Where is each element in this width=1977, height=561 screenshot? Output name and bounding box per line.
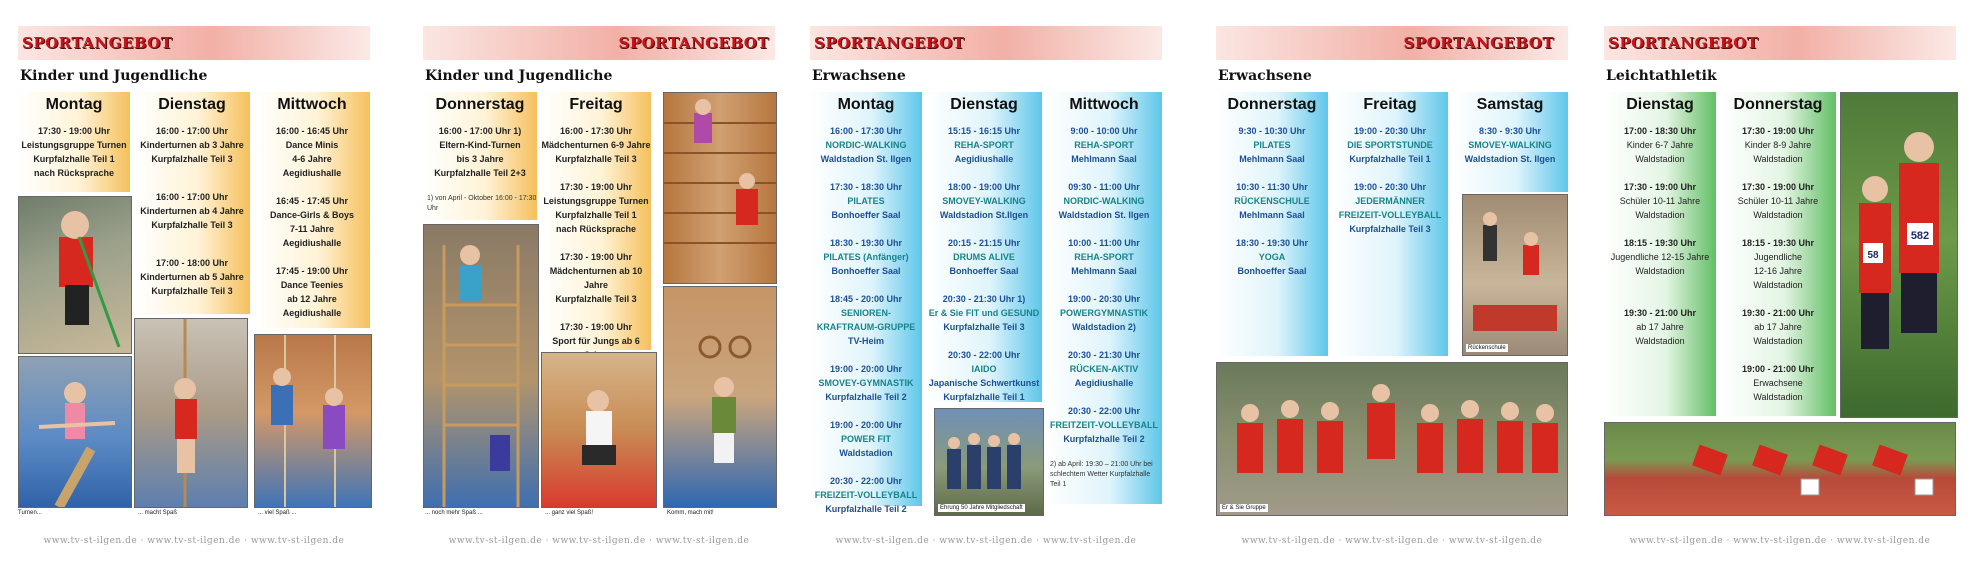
schedule-entry: 18:30 - 19:30 Uhr YOGA Bonhoeffer Saal <box>1235 238 1309 276</box>
section-heading: Kinder und Jugendliche <box>425 68 613 84</box>
schedule-entry: 09:30 - 11:00 Uhr NORDIC-WALKING Waldstadion St. Ilgen <box>1058 182 1150 220</box>
schedule-entry: 16:00 - 17:00 Uhr Kinderturnen ab 3 Jahre Kurpfalzhalle Teil 3 <box>140 126 244 164</box>
schedule-entry: 19:00 - 20:00 Uhr SMOVEY-GYMNASTIK Kurpfalzhalle Teil 2 <box>818 364 914 402</box>
banner-title: SPORTANGEBOT <box>22 34 173 52</box>
banner <box>1216 26 1568 60</box>
day-column-montag <box>810 92 922 514</box>
photo-caption: ... macht Spaß <box>138 510 178 516</box>
banner <box>18 26 370 60</box>
section-heading: Leichtathletik <box>1606 68 1717 84</box>
footer-url: www.tv-st-ilgen.de · www.tv-st-ilgen.de · www.tv-st-ilgen.de <box>43 536 345 546</box>
photo-boy-rings-2 <box>663 286 777 508</box>
photo-caption: ... viel Spaß ... <box>258 510 297 516</box>
section-heading: Erwachsene <box>812 68 906 84</box>
panel-erwachsene-1 <box>810 0 1162 561</box>
schedule-entry: 17:30 - 19:00 Uhr Schüler 10-11 Jahre Waldstadion <box>1737 182 1819 220</box>
photo-honoring-members <box>934 408 1044 516</box>
day-column-mittwoch <box>254 92 370 328</box>
schedule-entry: 19:00 - 20:30 Uhr DIE SPORTSTUNDE Kurpfalzhalle Teil 1 <box>1347 126 1433 164</box>
banner-title: SPORTANGEBOT <box>1403 34 1554 52</box>
photo-girl-climbing <box>663 92 777 284</box>
photo-girl-beam <box>18 356 132 508</box>
schedule-entry: 18:30 - 19:30 Uhr PILATES (Anfänger) Bonhoeffer Saal <box>823 238 909 276</box>
photo-runners-thumbs-up <box>1840 92 1958 418</box>
schedule-entry: 20:30 - 21:30 Uhr 1) Er & Sie FIT und GESUND Kurpfalzhalle Teil 3 <box>928 294 1040 332</box>
schedule-entry: 17:30 - 19:00 Uhr Schüler 10-11 Jahre Waldstadion <box>1619 182 1701 220</box>
schedule-entry: 15:15 - 16:15 Uhr REHA-SPORT Aegidiushalle <box>947 126 1021 164</box>
schedule-entry: 9:30 - 10:30 Uhr PILATES Mehlmann Saal <box>1238 126 1306 164</box>
bib-number: 58 <box>1867 250 1879 261</box>
schedule-entry: 17:30 - 19:00 Uhr Sport für Jungs ab 6 <box>552 322 640 346</box>
day-title: Mittwoch <box>277 96 347 113</box>
schedule-entry: 20:30 - 22:00 Uhr FREITZEIT-VOLLEYBALL Kurpfalzhalle Teil 2 <box>1050 406 1158 444</box>
schedule-entry: 18:15 - 19:30 Uhr Jugendliche 12-16 Jahre Waldstadion <box>1741 238 1815 290</box>
footer-url: www.tv-st-ilgen.de · www.tv-st-ilgen.de · www.tv-st-ilgen.de <box>448 536 750 546</box>
schedule-entry: 18:00 - 19:00 Uhr SMOVEY-WALKING Waldstadion St.Ilgen <box>939 182 1029 220</box>
photo-caption: ... ganz viel Spaß! <box>545 510 594 516</box>
section-heading: Erwachsene <box>1218 68 1312 84</box>
day-column-donnerstag <box>1720 92 1836 416</box>
day-column-dienstag <box>134 92 250 314</box>
panel-erwachsene-2 <box>1216 0 1568 561</box>
day-column-montag <box>18 92 130 192</box>
schedule-entry: 10:30 - 11:30 Uhr RÜCKENSCHULE Mehlmann Saal <box>1234 182 1310 220</box>
schedule-entry: 20:15 - 21:15 Uhr DRUMS ALIVE Bonhoeffer Saal <box>947 238 1021 276</box>
schedule-entry: 17:30 - 19:00 Uhr Leistungsgruppe Turnen Kurpfalzhalle Teil 1 nach Rücksprache <box>21 126 127 178</box>
schedule-entry: 19:30 - 21:00 Uhr ab 17 Jahre Waldstadion <box>1623 308 1697 346</box>
photo-boy-wall-bars <box>423 224 539 508</box>
photo-caption: Komm, mach mit! <box>667 510 714 516</box>
schedule-entry: 17:00 - 18:00 Uhr Kinderturnen ab 5 Jahre Kurpfalzhalle Teil 3 <box>140 258 244 296</box>
photo-girls-ropes <box>254 334 372 508</box>
footer-url: www.tv-st-ilgen.de · www.tv-st-ilgen.de · www.tv-st-ilgen.de <box>1629 536 1931 546</box>
schedule-entry: 20:30 - 22:00 Uhr IAIDO Japanische Schwertkunst Kurpfalzhalle Teil 1 <box>928 350 1040 402</box>
schedule-entry: 8:30 - 9:30 Uhr SMOVEY-WALKING Waldstadion St. Ilgen <box>1464 126 1556 164</box>
day-title: Montag <box>45 96 103 113</box>
day-title: Freitag <box>569 96 623 113</box>
schedule-entry: 20:30 - 22:00 Uhr FREIZEIT-VOLLEYBALL Kurpfalzhalle Teil 2 <box>814 476 918 514</box>
schedule-entry: 10:00 - 11:00 Uhr REHA-SPORT Mehlmann Saal <box>1068 238 1140 276</box>
schedule-entry: 18:15 - 19:30 Uhr Jugendliche 12-15 Jahre Waldstadion <box>1610 238 1710 276</box>
photo-girl-rope <box>134 318 248 508</box>
footnote: 2) ab April: 19:30 – 21:00 Uhr bei schlechtem Wetter Kurpfalzhalle Teil 1 <box>1050 461 1153 488</box>
banner-title: SPORTANGEBOT <box>1608 34 1759 52</box>
schedule-entry: 19:30 - 21:00 Uhr ab 17 Jahre Waldstadion <box>1741 308 1815 346</box>
schedule-entry: 17:00 - 18:30 Uhr Kinder 6-7 Jahre Waldstadion <box>1623 126 1697 164</box>
schedule-entry: 17:30 - 18:30 Uhr PILATES Bonhoeffer Saal <box>829 182 903 220</box>
schedule-entry: 18:45 - 20:00 Uhr SENIOREN- KRAFTRAUM-GRUPPE TV-Heim <box>816 294 916 346</box>
schedule-entry: 17:30 - 19:00 Uhr Mädchenturnen ab 10 Jahre Kurpfalzhalle Teil 3 <box>549 252 643 304</box>
schedule-entry: 19:00 - 20:30 Uhr JEDERMÄNNER FREIZEIT-VOLLEYBALL Kurpfalzhalle Teil 3 <box>1338 182 1442 234</box>
photo-er-sie-gruppe <box>1216 362 1568 516</box>
schedule-entry: 17:45 - 19:00 Uhr Dance Teenies ab 12 Jahre Aegidiushalle <box>275 266 349 318</box>
schedule-entry: 17:30 - 19:00 Uhr Leistungsgruppe Turnen Kurpfalzhalle Teil 1 nach Rücksprache <box>543 182 649 234</box>
photo-caption: Rückenschule <box>1468 345 1506 351</box>
banner-title: SPORTANGEBOT <box>618 34 769 52</box>
photo-caption: ... noch mehr Spaß ... <box>425 510 483 516</box>
schedule-entry: 16:00 - 17:00 Uhr 1) Eltern-Kind-Turnen bis 3 Jahre Kurpfalzhalle Teil 2+3 <box>434 126 526 178</box>
photo-rueckenschule <box>1462 194 1568 356</box>
day-title: Montag <box>837 96 895 113</box>
photo-sprint-start <box>1604 422 1956 516</box>
schedule-entry: 20:30 - 21:30 Uhr RÜCKEN-AKTIV Aegidiushalle <box>1067 350 1141 388</box>
day-title: Donnerstag <box>1227 96 1317 113</box>
bib-number: 582 <box>1910 230 1930 242</box>
schedule-entry: 16:45 - 17:45 Uhr Dance-Girls & Boys 7-11 Jahre Aegidiushalle <box>269 196 355 248</box>
day-title: Freitag <box>1363 96 1417 113</box>
banner <box>810 26 1162 60</box>
day-column-mittwoch <box>1046 92 1162 504</box>
photo-caption: Turnen... <box>18 510 42 516</box>
photo-caption: Er & Sie Gruppe <box>1222 505 1266 511</box>
schedule-entry: 16:00 - 16:45 Uhr Dance Minis 4-6 Jahre Aegidiushalle <box>275 126 349 178</box>
photo-caption: Ehrung 50 Jahre Mitgliedschaft <box>940 505 1023 511</box>
schedule-entry: 16:00 - 17:30 Uhr Mädchenturnen 6-9 Jahre Kurpfalzhalle Teil 3 <box>541 126 651 164</box>
footnote: 1) von April - Oktober 16:00 - 17:30 Uhr <box>427 195 537 212</box>
panel-kinder-2 <box>423 0 775 561</box>
photo-boy-rings <box>541 352 657 508</box>
day-title: Dienstag <box>1626 96 1694 113</box>
day-title: Dienstag <box>158 96 226 113</box>
photo-child-gym <box>18 196 132 354</box>
banner-title: SPORTANGEBOT <box>814 34 965 52</box>
schedule-entry: 19:00 - 21:00 Uhr Erwachsene Waldstadion <box>1741 364 1815 402</box>
schedule-entry: 17:30 - 19:00 Uhr Kinder 8-9 Jahre Waldstadion <box>1741 126 1815 164</box>
banner <box>423 26 775 60</box>
day-column-freitag <box>1332 92 1448 356</box>
day-title: Dienstag <box>950 96 1018 113</box>
section-heading: Kinder und Jugendliche <box>20 68 208 84</box>
schedule-entry: 19:00 - 20:30 Uhr POWERGYMNASTIK Waldstadion 2) <box>1059 294 1148 332</box>
banner <box>1604 26 1956 60</box>
day-column-dienstag <box>926 92 1042 402</box>
panel-kinder-1 <box>18 0 370 561</box>
day-column-donnerstag <box>1216 92 1328 356</box>
footer-url: www.tv-st-ilgen.de · www.tv-st-ilgen.de · www.tv-st-ilgen.de <box>1241 536 1543 546</box>
day-title: Donnerstag <box>435 96 525 113</box>
schedule-entry: 16:00 - 17:30 Uhr NORDIC-WALKING Waldstadion St. Ilgen <box>820 126 912 164</box>
day-title: Mittwoch <box>1069 96 1139 113</box>
schedule-entry: 19:00 - 20:00 Uhr POWER FIT Waldstadion <box>829 420 903 458</box>
day-title: Samstag <box>1476 96 1544 113</box>
day-title: Donnerstag <box>1733 96 1823 113</box>
panel-leichtathletik <box>1604 0 1956 561</box>
day-column-samstag <box>1452 92 1568 192</box>
day-column-dienstag <box>1604 92 1716 416</box>
schedule-entry: 9:00 - 10:00 Uhr REHA-SPORT Mehlmann Saal <box>1070 126 1138 164</box>
footer-url: www.tv-st-ilgen.de · www.tv-st-ilgen.de · www.tv-st-ilgen.de <box>835 536 1137 546</box>
day-column-freitag <box>541 92 651 350</box>
schedule-entry: 16:00 - 17:00 Uhr Kinderturnen ab 4 Jahre Kurpfalzhalle Teil 3 <box>140 192 244 230</box>
day-column-donnerstag <box>423 92 537 220</box>
